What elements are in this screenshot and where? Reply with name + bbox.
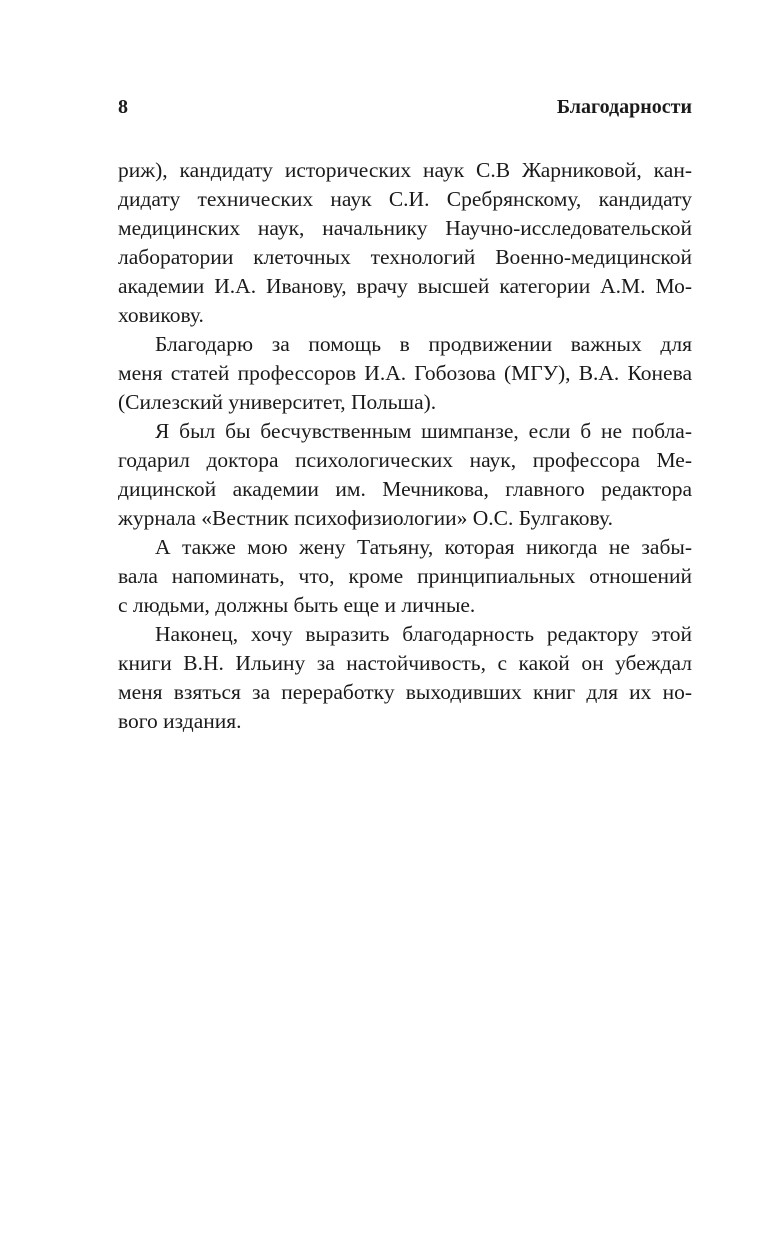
text-line: вого издания.: [118, 709, 242, 733]
text-line: дидату технических наук С.И. Сребрянскому, кандидату: [118, 187, 692, 211]
text-line: Наконец, хочу выразить благодарность редактору этой: [155, 622, 692, 646]
text-line: с людьми, должны быть еще и личные.: [118, 593, 476, 617]
text-line: А также мою жену Татьяну, которая никогда не забы-: [155, 535, 692, 559]
text-line: меня статей профессоров И.А. Гобозова (МГУ), В.А. Конева: [118, 361, 692, 385]
text-line: меня взяться за переработку выходивших книг для их но-: [118, 680, 692, 704]
text-line: академии И.А. Иванову, врачу высшей категории А.М. Мо-: [118, 274, 692, 298]
text-line: риж), кандидату исторических наук С.В Жарниковой, кан-: [118, 158, 692, 182]
text-line: дицинской академии им. Мечникова, главного редактора: [118, 477, 692, 501]
text-line: ховикову.: [118, 303, 204, 327]
text-line: лаборатории клеточных технологий Военно-медицинской: [118, 245, 692, 269]
section-title: Благодарности: [556, 96, 692, 118]
text-line: книги В.Н. Ильину за настойчивость, с какой он убеждал: [118, 651, 692, 675]
text-line: вала напоминать, что, кроме принципиальных отношений: [118, 564, 692, 588]
text-line: журнала «Вестник психофизиологии» О.С. Булгакову.: [118, 506, 613, 530]
text-line: Я был бы бесчувственным шимпанзе, если б не побла-: [155, 419, 692, 443]
page-number: 8: [118, 96, 128, 118]
text-line: Благодарю за помощь в продвижении важных для: [155, 332, 692, 356]
body-text: [118, 156, 692, 736]
text-line: (Силезский университет, Польша).: [118, 390, 437, 414]
running-header: [118, 92, 692, 122]
text-line: медицинских наук, начальнику Научно-исследовательской: [118, 216, 692, 240]
text-line: годарил доктора психологических наук, профессора Ме-: [118, 448, 692, 472]
